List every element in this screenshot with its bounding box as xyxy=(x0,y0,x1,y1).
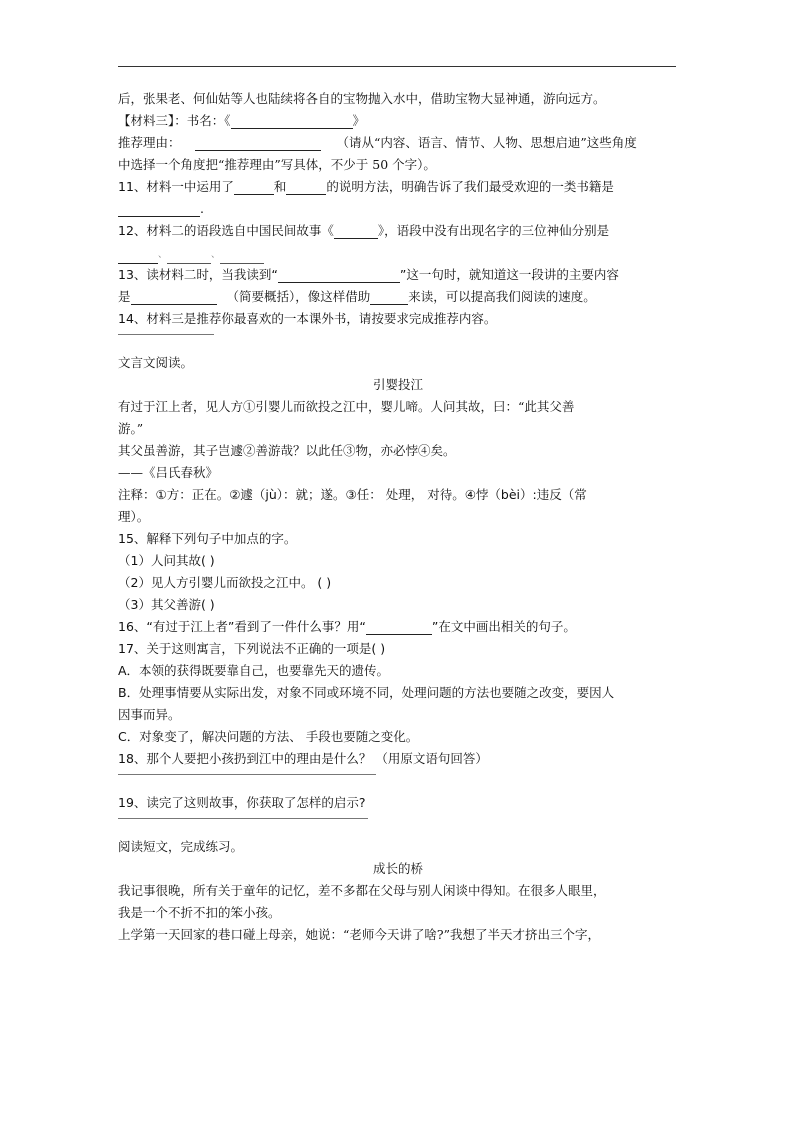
option-c: C．对象变了，解决问题的方法、 手段也要随之变化。 xyxy=(118,729,419,744)
question-18: 18、那个人要把小孩扔到江中的理由是什么？ （用原文语句回答） xyxy=(118,751,488,766)
text: ”在文中画出相关的句子。 xyxy=(431,619,576,634)
annotation: 理）。 xyxy=(118,509,150,524)
sub-question: （3）其父善游( ) xyxy=(118,597,215,612)
text-line: 后，张果老、何仙姑等人也陆续将各自的宝物抛入水中，借助宝物大显神通，游向远方。 xyxy=(118,91,606,106)
text-line xyxy=(118,288,678,310)
text-line xyxy=(118,244,678,266)
document-body xyxy=(118,90,678,948)
source-line: ——《吕氏春秋》 xyxy=(118,465,219,480)
answer-blank[interactable] xyxy=(278,268,400,283)
question-13 xyxy=(118,266,678,288)
section-heading: 文言文阅读。 xyxy=(118,355,194,370)
text-line: 因事而异。 xyxy=(118,707,181,722)
text: 和 xyxy=(273,179,287,194)
text-line: 我记事很晚，所有关于童年的记忆，差不多都在父母与别人闲谈中得知。在很多人眼里， xyxy=(118,883,606,898)
answer-blank[interactable] xyxy=(118,202,200,217)
text-line xyxy=(118,112,678,134)
passage-title: 引婴投江 xyxy=(372,377,423,392)
answer-line[interactable] xyxy=(118,816,678,838)
option-a: A．本领的获得既要靠自己，也要靠先天的遗传。 xyxy=(118,663,390,678)
text: . xyxy=(200,201,204,216)
sub-question: （2）见人方引婴儿而欲投之江中。 ( ) xyxy=(118,575,332,590)
text-line xyxy=(118,134,678,156)
sub-question: （1）人问其故( ) xyxy=(118,553,215,568)
header-rule xyxy=(118,66,676,67)
text: 推荐理由： xyxy=(118,135,181,150)
text-line: 中选择一个角度把“推荐理由”写具体，不少于 50 个字）。 xyxy=(118,157,436,172)
answer-line[interactable] xyxy=(118,332,678,354)
question-17: 17、关于这则寓言，下列说法不正确的一项是( ) xyxy=(118,641,386,656)
text-line: 游。” xyxy=(118,421,144,436)
answer-blank[interactable] xyxy=(286,180,326,195)
text: ”这一句时，就知道这一段讲的主要内容 xyxy=(399,267,619,282)
text: 11、材料一中运用了 xyxy=(118,179,234,194)
text: 16、“有过于江上者”看到了一件什么事？用“ xyxy=(118,619,366,634)
text-line: 其父虽善游，其子岂遽②善游哉？以此任③物，亦必悖④矣。 xyxy=(118,443,456,458)
text: 12、材料二的语段选自中国民间故事《 xyxy=(118,223,334,238)
reason-blank[interactable] xyxy=(195,136,321,151)
passage-title: 成长的桥 xyxy=(372,861,423,876)
text: 来读，可以提高我们阅读的速度。 xyxy=(408,289,596,304)
question-11 xyxy=(118,178,678,200)
option-b: B．处理事情要从实际出发，对象不同或环境不同，处理问题的方法也要随之改变，要因人 xyxy=(118,685,615,700)
answer-blank[interactable] xyxy=(220,251,264,264)
text: 的说明方法，明确告诉了我们最受欢迎的一类书籍是 xyxy=(326,179,614,194)
answer-blank[interactable] xyxy=(131,290,217,305)
text: 》 xyxy=(352,113,366,128)
text-line: 上学第一天回家的巷口碰上母亲，她说：“老师今天讲了啥?”我想了半天才挤出三个字， xyxy=(118,927,600,942)
question-19: 19、读完了这则故事，你获取了怎样的启示? xyxy=(118,795,366,810)
material3-label: 【材料三】：书名：《 xyxy=(118,113,231,128)
text: 、 xyxy=(158,250,168,260)
question-12 xyxy=(118,222,678,244)
text-line: 我是一个不折不扣的笨小孩。 xyxy=(118,905,281,920)
section-heading: 阅读短文，完成练习。 xyxy=(118,839,244,854)
text: 》，语段中没有出现名字的三位神仙分别是 xyxy=(377,223,610,238)
answer-blank[interactable] xyxy=(234,180,274,195)
text-line: 有过于江上者，见人方①引婴儿而欲投之江中，婴儿啼。人问其故，曰：“此其父善 xyxy=(118,399,575,414)
text: 是 xyxy=(118,289,131,304)
question-15: 15、解释下列句子中加点的字。 xyxy=(118,531,297,546)
answer-blank[interactable] xyxy=(118,249,158,264)
answer-blank[interactable] xyxy=(366,620,432,635)
text: （简要概括），像这样借助 xyxy=(226,289,371,304)
text: （请从“内容、语言、情节、人物、思想启迪”这些角度 xyxy=(336,135,637,150)
text: 13、读材料二时，当我读到“ xyxy=(118,267,278,282)
book-title-blank[interactable] xyxy=(231,114,353,129)
annotation: 注释：①方：正在。②遽（jù）：就；遂。③任： 处理， 对待。④悖（bèi）:违反（常 xyxy=(118,487,587,502)
text-line xyxy=(118,200,678,222)
answer-blank[interactable] xyxy=(334,224,378,239)
question-16 xyxy=(118,618,678,640)
answer-blank[interactable] xyxy=(167,251,211,264)
answer-blank[interactable] xyxy=(370,290,408,305)
text: 、 xyxy=(211,250,221,260)
question-14: 14、材料三是推荐你最喜欢的一本课外书，请按要求完成推荐内容。 xyxy=(118,311,497,326)
answer-line[interactable] xyxy=(118,772,678,794)
